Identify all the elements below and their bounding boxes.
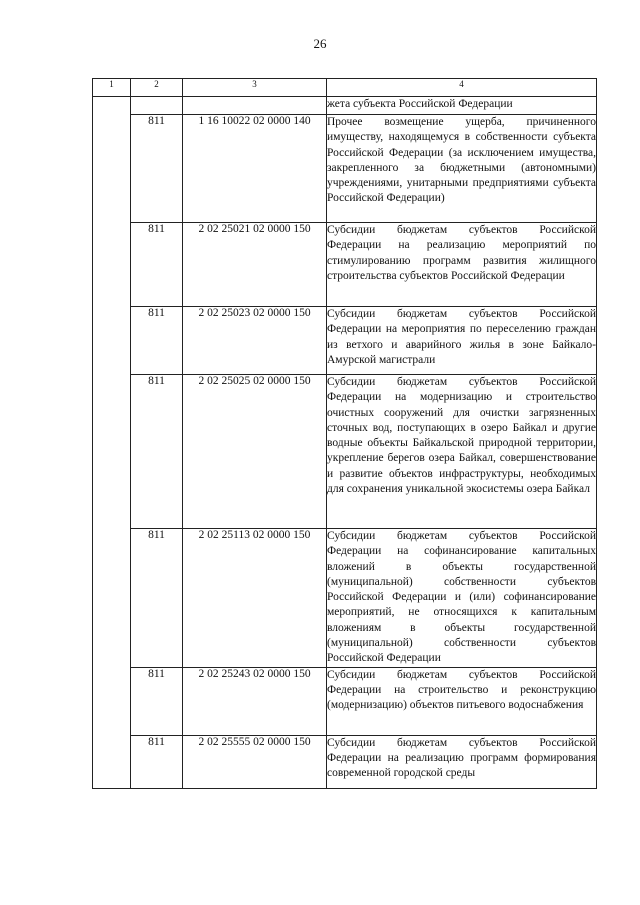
column-header-2: 2: [131, 79, 183, 97]
table-row: [93, 115, 597, 223]
table-row-continuation: [93, 97, 597, 115]
budget-code-cell: 1 16 10022 02 0000 140: [183, 115, 327, 223]
table-row: [93, 375, 597, 529]
description-cell: Прочее возмещение ущерба, причиненного имуществу, находящемуся в собственности субъекта Российской Федерации (за исключением имущества, закрепленного за бюджетными (автономными) учреждениями, унитарными предприятиями субъекта Российской Федерации): [327, 115, 597, 223]
description-cell: Субсидии бюджетам субъектов Российской Федерации на мероприятия по переселению граждан из ветхого и аварийного жилья в зоне Байкало-Амурской магистрали: [327, 307, 597, 375]
table-row: [93, 223, 597, 307]
admin-code-cell: 811: [131, 375, 183, 529]
budget-code-cell: 2 02 25555 02 0000 150: [183, 735, 327, 788]
budget-code-cell: 2 02 25243 02 0000 150: [183, 667, 327, 735]
table-cell-empty: [183, 97, 327, 115]
budget-code-cell: 2 02 25023 02 0000 150: [183, 307, 327, 375]
column-1-merged-cell: [93, 97, 131, 789]
page-number: 26: [313, 36, 327, 51]
description-cell: Субсидии бюджетам субъектов Российской Федерации на строительство и реконструкцию (модернизацию) объектов питьевого водоснабжения: [327, 667, 597, 735]
table-row: [93, 735, 597, 788]
budget-code-cell: 2 02 25113 02 0000 150: [183, 529, 327, 668]
column-header-3: 3: [183, 79, 327, 97]
admin-code-cell: 811: [131, 115, 183, 223]
admin-code-cell: 811: [131, 735, 183, 788]
admin-code-cell: 811: [131, 667, 183, 735]
description-cell: Субсидии бюджетам субъектов Российской Федерации на модернизацию и строительство очистных сооружений для очистки загрязненных сточных вод, поступающих в озеро Байкал и другие водные объекты Байкальской природной территории, укрепление берегов озера Байкал, совершенствование и развитие объектов инфраструктуры, необходимых для сохранения уникальной экосистемы озера Байкал: [327, 375, 597, 529]
continuation-description: жета субъекта Российской Федерации: [327, 97, 597, 115]
admin-code-cell: 811: [131, 223, 183, 307]
table-row: [93, 667, 597, 735]
admin-code-cell: 811: [131, 307, 183, 375]
admin-code-cell: 811: [131, 529, 183, 668]
description-cell: Субсидии бюджетам субъектов Российской Федерации на реализацию программ формирования современной городской среды: [327, 735, 597, 788]
description-cell: Субсидии бюджетам субъектов Российской Федерации на софинансирование капитальных вложений в объекты государственной (муниципальной) собственности субъектов Российской Федерации и (или) софинансирование мероприятий, не относящихся к капитальным вложениям в объекты государственной (муниципальной) собственности субъектов Российской Федерации: [327, 529, 597, 668]
revenue-codes-table: [92, 78, 597, 789]
budget-code-cell: 2 02 25021 02 0000 150: [183, 223, 327, 307]
column-header-1: 1: [93, 79, 131, 97]
column-header-4: 4: [327, 79, 597, 97]
description-cell: Субсидии бюджетам субъектов Российской Федерации на реализацию мероприятий по стимулированию программ развития жилищного строительства субъектов Российской Федерации: [327, 223, 597, 307]
table-row: [93, 529, 597, 668]
table-row: [93, 307, 597, 375]
budget-code-cell: 2 02 25025 02 0000 150: [183, 375, 327, 529]
table-header-row: [93, 79, 597, 97]
table-cell-empty: [131, 97, 183, 115]
